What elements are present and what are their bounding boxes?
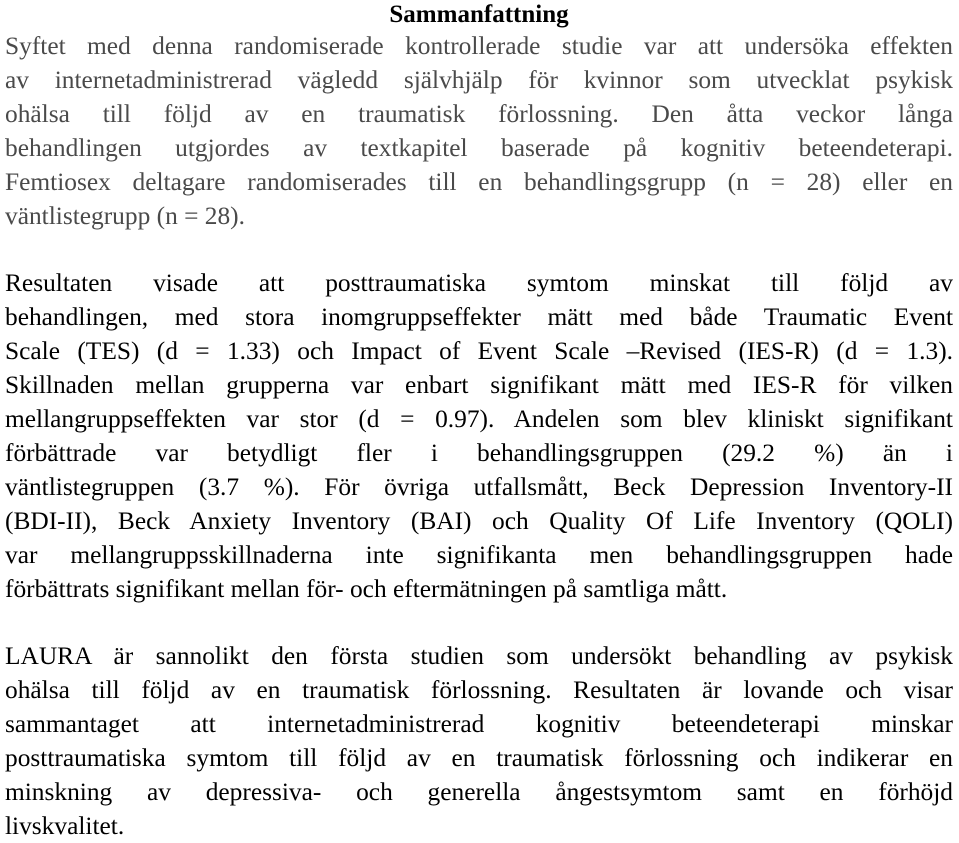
paragraph-line: mellangruppseffekten var stor (d = 0.97). Andelen som blev kliniskt signifikant [5, 405, 953, 433]
paragraph-line: förbättrats signifikant mellan för- och eftermätningen på samtliga mått. [5, 575, 728, 603]
paragraph-line: LAURA är sannolikt den första studien som undersökt behandling av psykisk [5, 642, 953, 670]
paragraph-line: av internetadministrerad vägledd självhjälp för kvinnor som utvecklat psykisk [5, 66, 953, 94]
paragraph-line: väntlistegruppen (3.7 %). För övriga utfallsmått, Beck Depression Inventory-II [5, 473, 953, 501]
paragraph-line: sammantaget att internetadministrerad kognitiv beteendeterapi minskar [5, 710, 953, 738]
summary-paragraph-conclusion [5, 639, 953, 843]
paragraph-line: behandlingen, med stora inomgruppseffekter mätt med både Traumatic Event [5, 303, 953, 331]
paragraph-line: var mellangruppsskillnaderna inte signifikanta men behandlingsgruppen hade [5, 541, 953, 569]
paragraph-line: livskvalitet. [5, 812, 125, 840]
paragraph-line: ohälsa till följd av en traumatisk förlossning. Den åtta veckor långa [5, 100, 953, 128]
paragraph-line: Scale (TES) (d = 1.33) och Impact of Event Scale –Revised (IES-R) (d = 1.3). [5, 337, 953, 365]
paragraph-line: Resultaten visade att posttraumatiska symtom minskat till följd av [5, 269, 953, 297]
paragraph-line: (BDI-II), Beck Anxiety Inventory (BAI) och Quality Of Life Inventory (QOLI) [5, 507, 953, 535]
paragraph-line: Femtiosex deltagare randomiserades till en behandlingsgrupp (n = 28) eller en [5, 168, 953, 196]
paragraph-line: Skillnaden mellan grupperna var enbart signifikant mätt med IES-R för vilken [5, 371, 953, 399]
paragraph-line: väntlistegrupp (n = 28). [5, 202, 245, 230]
document-heading: Sammanfattning [389, 1, 569, 28]
paragraph-line: ohälsa till följd av en traumatisk förlossning. Resultaten är lovande och visar [5, 676, 953, 704]
paragraph-line: behandlingen utgjordes av textkapitel baserade på kognitiv beteendeterapi. [5, 134, 953, 162]
paragraph-line: förbättrade var betydligt fler i behandlingsgruppen (29.2 %) än i [5, 439, 953, 467]
summary-paragraph-results [5, 266, 953, 606]
paragraph-line: minskning av depressiva- och generella ångestsymtom samt en förhöjd [5, 778, 953, 806]
summary-paragraph-aim [5, 29, 953, 233]
document-page [5, 0, 953, 843]
paragraph-line: posttraumatiska symtom till följd av en traumatisk förlossning och indikerar en [5, 744, 953, 772]
paragraph-line: Syftet med denna randomiserade kontrollerade studie var att undersöka effekten [5, 32, 953, 60]
